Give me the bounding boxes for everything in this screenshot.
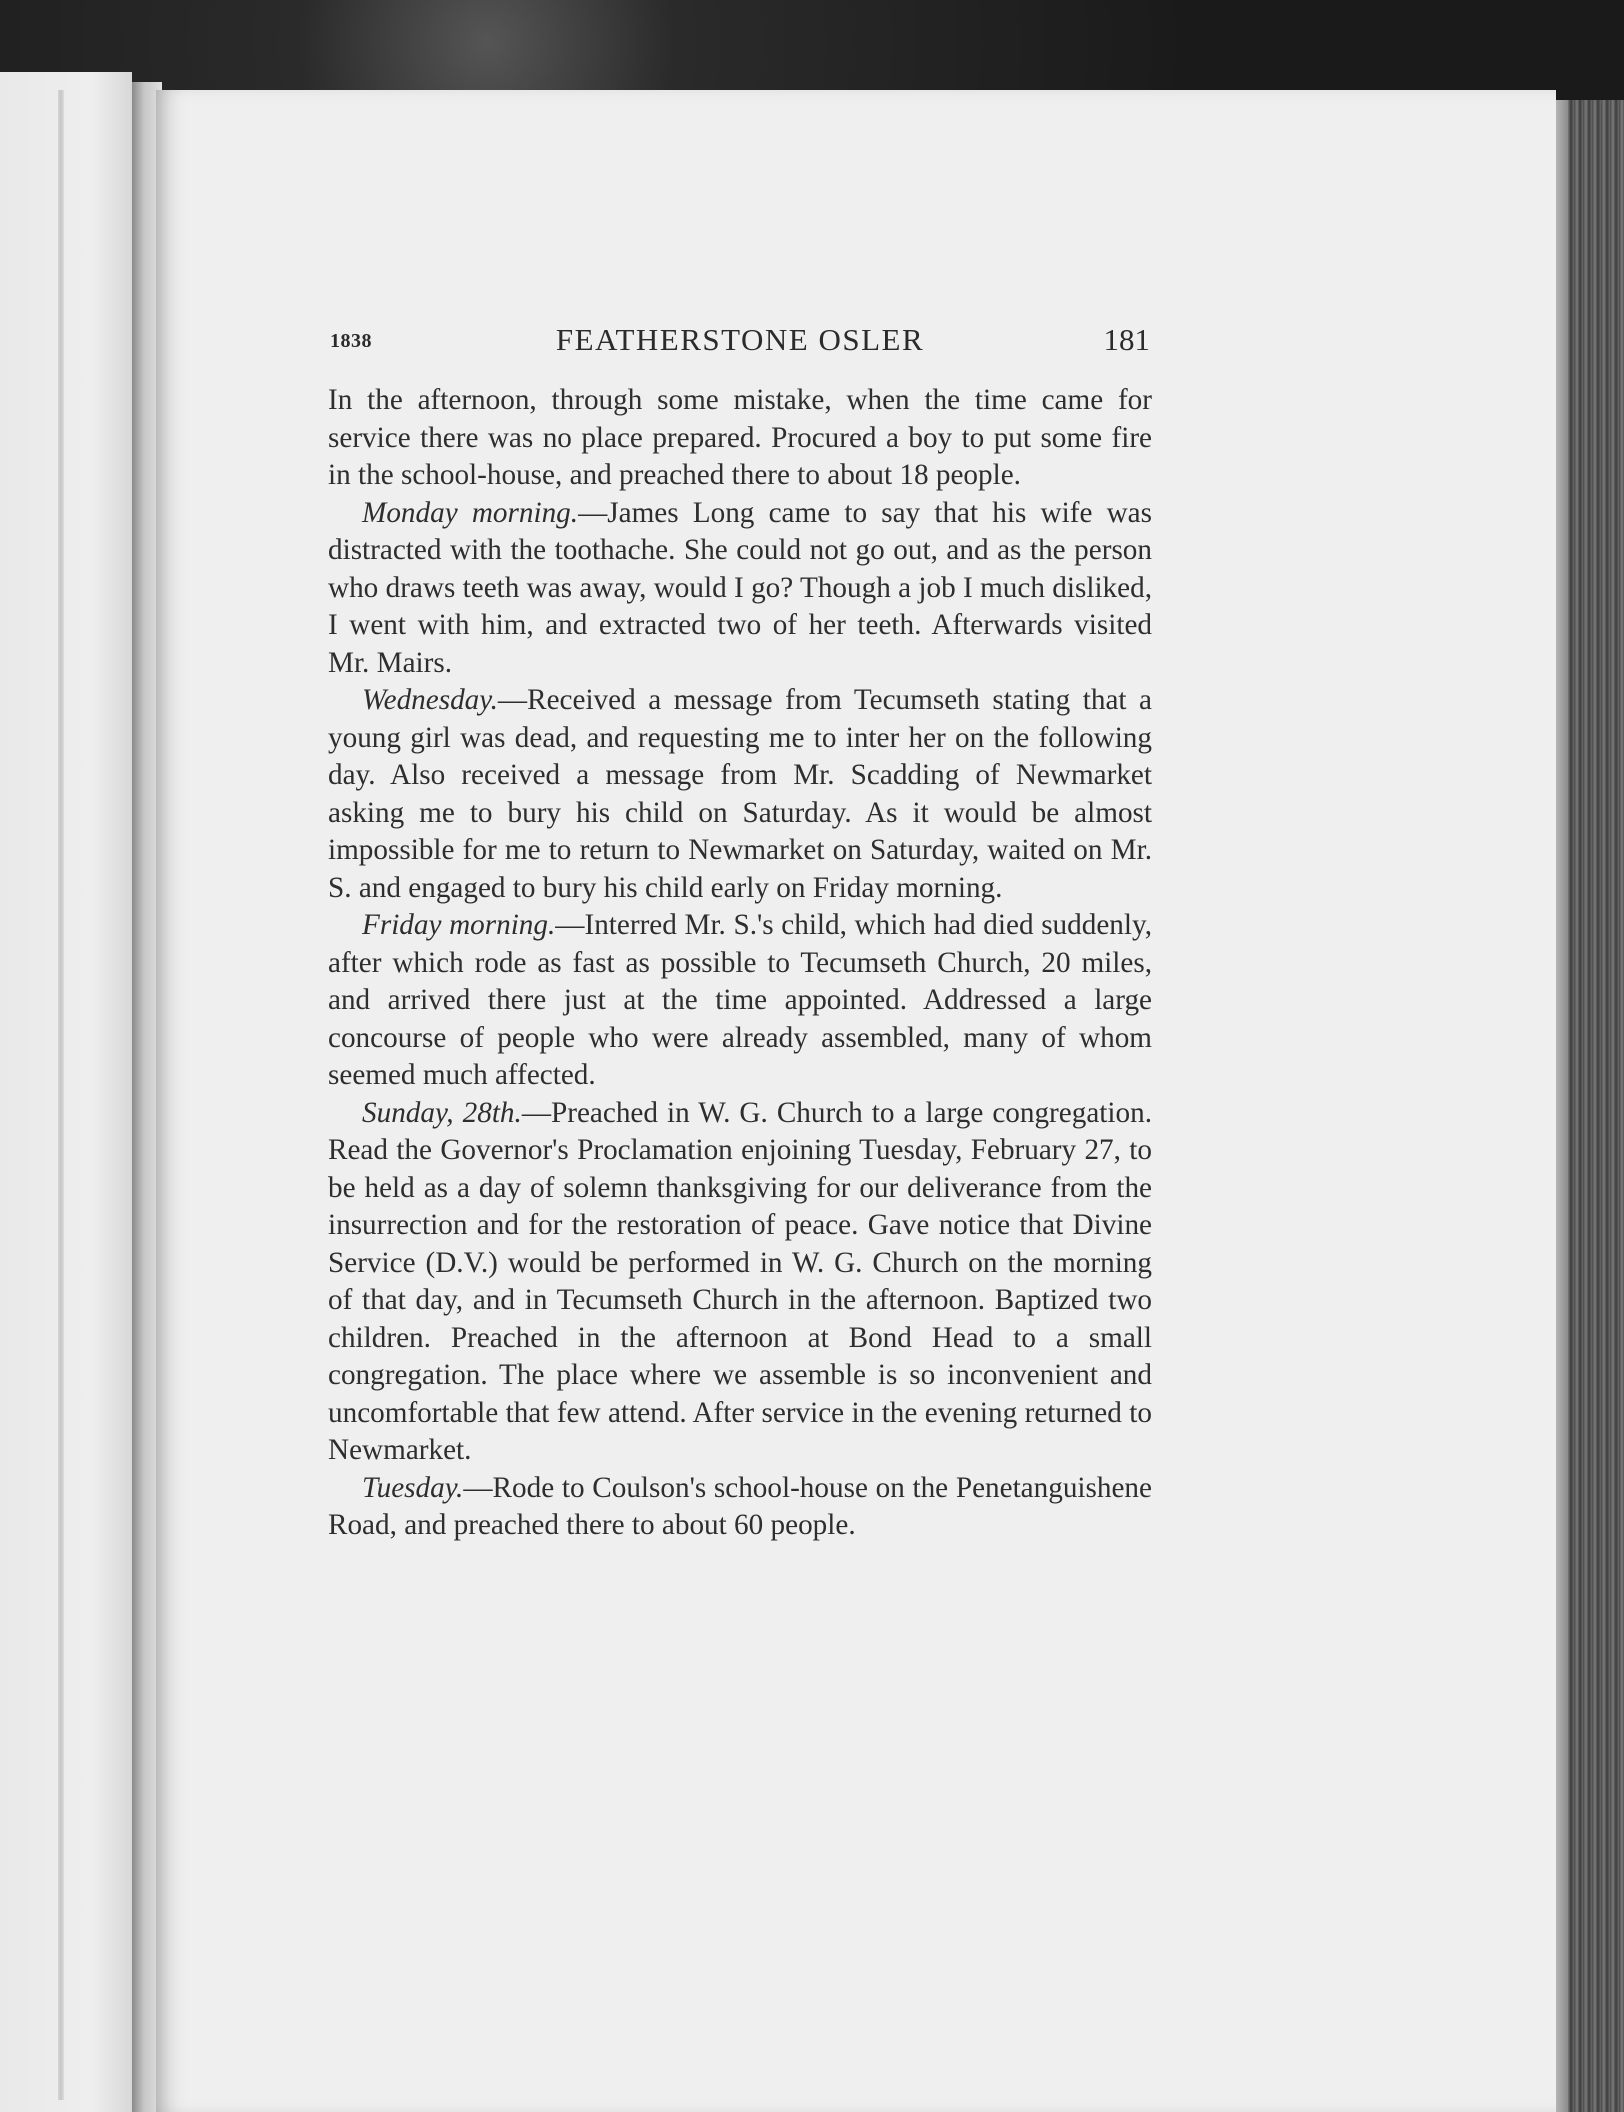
paragraph [328, 682, 1152, 907]
paragraph [328, 1470, 1152, 1545]
paragraph-lead: Monday morning. [362, 496, 579, 529]
paragraph-lead: Sunday, 28th. [362, 1096, 522, 1129]
paragraph-lead: Wednesday. [362, 684, 498, 716]
body-text [328, 382, 1152, 1545]
book-edge-highlight [1556, 100, 1568, 2112]
paragraph-text: —Rode to Coulson's school-house on the Penetanguishene Road, and preached there to about 60 people. [328, 1471, 1152, 1541]
paragraph-text: —James Long came to say that his wife was distracted with the toothache. She could not go out, and as the person who draws teeth was away, would I go? Though a job I much disliked, I went with him, and extracted two of her teeth. Afterwards visited Mr. Mairs. [328, 496, 1152, 679]
paragraph [328, 907, 1152, 1095]
paragraph-lead: Tuesday. [362, 1471, 464, 1504]
facing-page-fold [58, 90, 64, 2100]
running-head-year: 1838 [330, 330, 372, 352]
paragraph-text: —Preached in W. G. Church to a large congregation. Read the Governor's Proclamation enjoining Tuesday, February 27, to be held as a day of solemn thanksgiving for our deliverance from the insurrection and for the restoration of peace. Gave notice that Divine Service (D.V.) would be performed in W. G. Church on the morning of that day, and in Tecumseth Church in the afternoon. Baptized two children. Preached in the afternoon at Bond Head to a small congregation. The place where we assemble is so inconvenient and uncomfortable that few attend. After service in the evening returned to Newmarket. [328, 1096, 1152, 1466]
paragraph [328, 382, 1152, 495]
paragraph-text: In the afternoon, through some mistake, when the time came for service there was no place prepared. Procured a boy to put some fire in the school-house, and preached there to about 18 people. [328, 384, 1152, 491]
paragraph-text: —Received a message from Tecumseth stating that a young girl was dead, and requesting me to inter her on the following day. Also received a message from Mr. Scadding of Newmarket asking me to bury his child on Saturday. As it would be almost impossible for me to return to Newmarket on Saturday, waited on Mr. S. and engaged to bury his child early on Friday morning. [328, 684, 1152, 904]
paragraph-text: —Interred Mr. S.'s child, which had died suddenly, after which rode as fast as possible to Tecumseth Church, 20 miles, and arrived there just at the time appointed. Addressed a large concourse of people who were already assembled, many of whom seemed much affected. [328, 909, 1152, 1091]
paragraph [328, 1095, 1152, 1470]
facing-page-left [0, 72, 132, 2112]
paragraph [328, 495, 1152, 683]
paragraph-lead: Friday morning. [362, 909, 556, 941]
running-head [330, 322, 1150, 366]
running-head-title: FEATHERSTONE OSLER [555, 322, 925, 357]
page-number: 181 [1103, 322, 1150, 357]
